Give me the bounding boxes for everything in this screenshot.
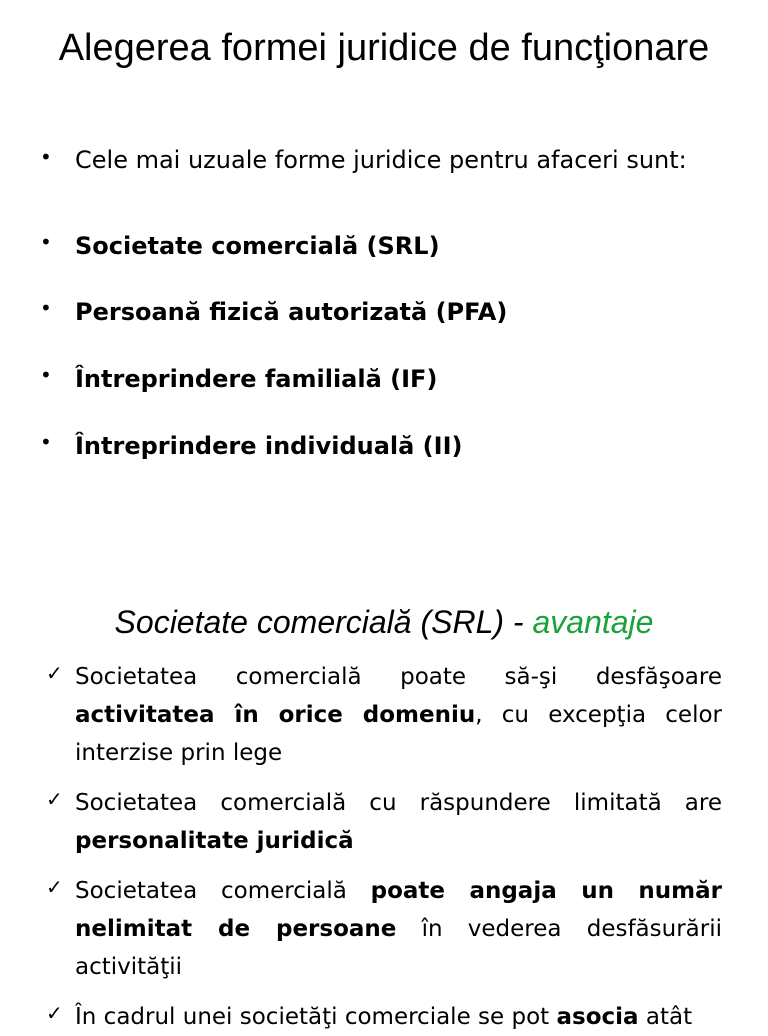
checkmark-icon: ✓: [46, 875, 63, 899]
section-heading-main: Societate comercială (SRL) -: [114, 604, 533, 640]
checkmark-icon: ✓: [46, 1001, 63, 1025]
checkmark-icon: ✓: [46, 661, 63, 685]
advantage-text-bold: personalitate juridică: [75, 828, 354, 854]
bullet-dot-icon: •: [40, 430, 52, 454]
section-heading-accent: avantaje: [532, 604, 654, 640]
advantage-text-plain: atât: [638, 1004, 693, 1030]
advantage-text-bold: asocia: [556, 1004, 639, 1030]
bullet-dot-icon: •: [40, 296, 52, 320]
advantage-text-plain: în vederea desfăsurării activităţii: [75, 916, 722, 980]
bullet-dot-icon: •: [40, 230, 52, 254]
advantage-text-plain: Societatea comercială cu răspundere limitată are: [75, 790, 722, 816]
form-item-label: Societate comercială (SRL): [75, 232, 440, 260]
form-item-label: Întreprindere individuală (II): [75, 432, 463, 460]
slide-title: Alegerea formei juridice de funcţionare: [58, 27, 710, 69]
advantage-text: [75, 998, 722, 1036]
section-heading: [40, 602, 728, 642]
checkmark-icon: ✓: [46, 787, 63, 811]
advantage-text-plain: În cadrul unei societăţi comerciale se pot: [75, 1004, 557, 1030]
advantage-text-plain: Societatea comercială: [75, 878, 371, 904]
advantage-text: [75, 658, 722, 772]
advantage-text: [75, 784, 722, 860]
bullet-dot-icon: •: [40, 145, 52, 169]
bullet-dot-icon: •: [40, 363, 52, 387]
advantage-text-bold: poate angaja un număr nelimitat de persoane: [75, 878, 722, 942]
advantage-text-plain: Societatea comercială poate să-şi desfăşoare: [75, 664, 722, 690]
form-item-label: Persoană fizică autorizată (PFA): [75, 298, 508, 326]
form-item-label: Întreprindere familială (IF): [75, 365, 438, 393]
intro-text: Cele mai uzuale forme juridice pentru afaceri sunt:: [75, 146, 687, 174]
advantage-text-bold: activitatea în orice domeniu: [75, 702, 476, 728]
advantage-text: [75, 872, 722, 986]
advantage-text-plain: , cu excepţia celor interzise prin lege: [75, 702, 722, 766]
